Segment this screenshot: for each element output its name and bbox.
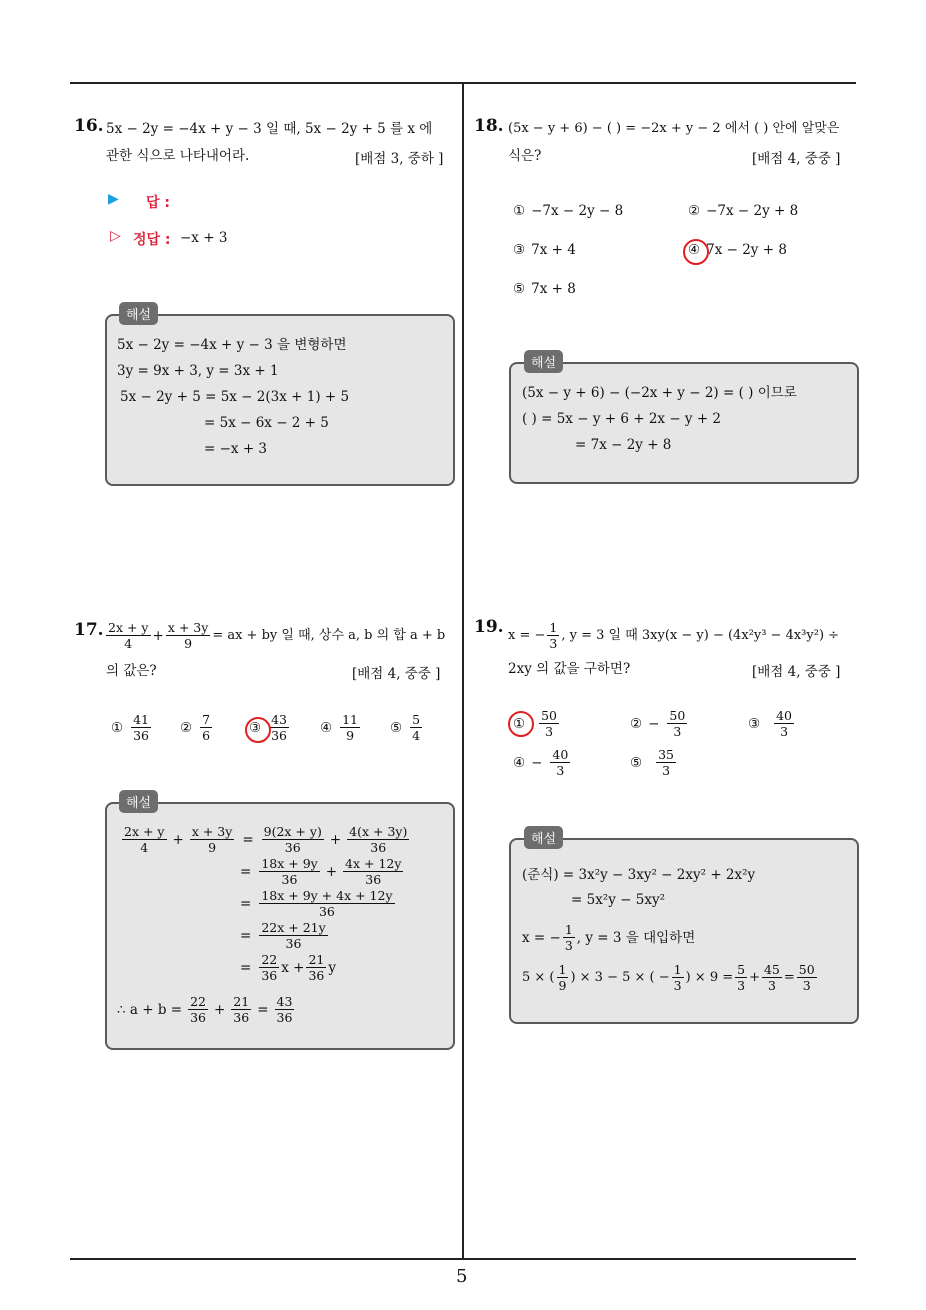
q19-sol-line1: (준식) = 3x²y − 3xy² − 2xy² + 2x²y	[522, 867, 756, 883]
q18-selected-circle-icon	[683, 239, 709, 265]
fraction: $\frac{x + 3y}{9}$	[167, 620, 209, 651]
q16-sol-line: 5x − 2y = −4x + y − 3 을 변형하면	[117, 337, 347, 353]
q18-sol-line: ( ) = 5x − y + 6 + 2x − y + 2	[522, 411, 722, 427]
q17-choice-2[interactable]	[180, 712, 214, 743]
q17-sol-line5: = $\frac{22}{36}$ x + $\frac{21}{36}$ y	[240, 952, 336, 983]
q17-choice-4[interactable]	[320, 712, 362, 743]
q16-line2: 관한 식으로 나타내어라.	[106, 148, 250, 164]
q18-number: 18.	[474, 116, 504, 136]
choice-mark: ④	[320, 719, 333, 736]
q16-number: 16.	[74, 116, 104, 136]
fraction: $\frac{5}{4}$	[412, 712, 421, 743]
choice-mark: ④	[513, 754, 526, 771]
q17-sol-line6: ∴ a + b = $\frac{22}{36}$ + $\frac{21}{36}$ = $\frac{43}{36}$	[117, 994, 293, 1025]
q18-line2: 식은?	[508, 148, 542, 164]
choice-mark: ⑤	[513, 281, 526, 297]
choice-mark: ②	[180, 719, 193, 736]
choice-mark: ③	[249, 719, 262, 736]
choice-mark: ②	[630, 715, 643, 732]
q17-choice-5[interactable]	[390, 712, 424, 743]
q18-score: [배점 4, 중중 ]	[752, 151, 841, 167]
q17-sol-line1: $\frac{2x + y}{4}$ + $\frac{x + 3y}{9}$ = $\frac{9(2x + y)}{36}$ + $\frac{4(x + 3y)}{36}$	[124, 824, 408, 855]
q18-sol-line: (5x − y + 6) − (−2x + y − 2) = ( ) 이므로	[522, 385, 797, 401]
choice-text: 7x + 8	[531, 281, 576, 297]
q19-line2: 2xy 의 값을 구하면?	[508, 661, 631, 677]
q19-choice-1[interactable]: ① $\frac{50}{3}$	[513, 708, 558, 739]
fraction: $\frac{11}{9}$	[342, 712, 359, 743]
q17-selected-circle-icon	[245, 717, 271, 743]
q16-correct-label: 정답 :	[133, 232, 171, 248]
q16-answer-label: 답 :	[146, 195, 170, 211]
choice-mark: ③	[748, 715, 761, 732]
q19-score: [배점 4, 중중 ]	[752, 664, 841, 680]
q19-solution-tag: 해설	[524, 826, 563, 849]
choice-text: 7x + 4	[531, 242, 576, 258]
q16-sol-line: 5x − 2y + 5 = 5x − 2(3x + 1) + 5	[120, 389, 350, 405]
q18-solution-tag: 해설	[524, 350, 563, 373]
q19-number: 19.	[474, 617, 504, 637]
choice-mark: ①	[513, 715, 526, 732]
q19-choice-2[interactable]: ② − $\frac{50}{3}$	[630, 708, 686, 739]
q17-choice-1[interactable]	[111, 712, 153, 743]
q19-choice-4[interactable]: ④ − $\frac{40}{3}$	[513, 747, 569, 778]
q18-choice-1[interactable]	[513, 203, 623, 219]
choice-text: −7x − 2y − 8	[531, 203, 624, 219]
choice-text: −7x − 2y + 8	[706, 203, 799, 219]
choice-mark: ①	[111, 719, 124, 736]
q18-choice-3[interactable]	[513, 242, 576, 258]
choice-mark: ③	[513, 242, 526, 258]
q18-sol-line: = 7x − 2y + 8	[575, 437, 672, 453]
q17-solution-tag: 해설	[119, 790, 158, 813]
choice-mark: ④	[688, 242, 701, 258]
page-number: 5	[456, 1266, 468, 1287]
q17-score: [배점 4, 중중 ]	[352, 666, 441, 682]
choice-mark: ⑤	[390, 719, 403, 736]
column-divider	[462, 82, 464, 1260]
q16-sol-line: = −x + 3	[204, 441, 268, 457]
choice-mark: ②	[688, 203, 701, 219]
q16-sol-line: 3y = 9x + 3, y = 3x + 1	[117, 363, 279, 379]
q19-selected-circle-icon	[508, 711, 534, 737]
fraction: $\frac{43}{36}$	[271, 712, 288, 743]
choice-mark: ⑤	[630, 754, 643, 771]
q18-choice-2[interactable]	[688, 203, 798, 219]
q17-line2: 의 값은?	[106, 663, 157, 679]
q17-sol-line3: = $\frac{18x + 9y + 4x + 12y}{36}$	[240, 888, 393, 919]
q19-line1: x = − $\frac{1}{3}$ , y = 3 일 때 3xy(x − y) − (4x²y³ − 4x³y²) ÷	[508, 620, 840, 651]
q18-line1: (5x − y + 6) − ( ) = −2x + y − 2 에서 ( ) 안에 알맞은	[508, 121, 840, 136]
q19-sol-line4: 5 × ( $\frac{1}{9}$ ) × 3 − 5 × ( − $\frac{1}{3}$ ) × 9 = $\frac{5}{3}$ + $\frac{45}{3}$ = $\frac{50}{3}$	[522, 962, 815, 993]
q16-solution-tag: 해설	[119, 302, 158, 325]
q16-line1: 5x − 2y = −4x + y − 3 일 때, 5x − 2y + 5 를 x 에	[106, 121, 433, 137]
fraction: $\frac{2x + y}{4}$	[108, 620, 149, 651]
q17-number: 17.	[74, 620, 104, 640]
q17-line1: $\frac{2x + y}{4}$ + $\frac{x + 3y}{9}$ = ax + by 일 때, 상수 a, b 의 합 a + b	[108, 620, 446, 651]
q18-choice-5[interactable]	[513, 281, 576, 297]
q19-sol-line3: x = − $\frac{1}{3}$ , y = 3 을 대입하면	[522, 922, 696, 953]
answer-arrow-icon: ▶	[108, 191, 119, 207]
bottom-rule	[70, 1258, 856, 1260]
q16-correct-value: −x + 3	[180, 230, 228, 246]
q19-choice-3[interactable]: ③ $\frac{40}{3}$	[748, 708, 793, 739]
q19-choice-5[interactable]: ⑤ $\frac{35}{3}$	[630, 747, 675, 778]
choice-mark: ①	[513, 203, 526, 219]
q17-sol-line2: = $\frac{18x + 9y}{36}$ + $\frac{4x + 12y}{36}$	[240, 856, 402, 887]
q17-sol-line4: = $\frac{22x + 21y}{36}$	[240, 920, 326, 951]
q16-sol-line: = 5x − 6x − 2 + 5	[204, 415, 329, 431]
correct-arrow-icon: ▷	[110, 228, 121, 244]
q19-sol-line2: = 5x²y − 5xy²	[571, 892, 665, 908]
q16-score: [배점 3, 중하 ]	[355, 151, 444, 167]
choice-text: 7x − 2y + 8	[706, 242, 787, 258]
fraction: $\frac{7}{6}$	[202, 712, 211, 743]
fraction: $\frac{41}{36}$	[133, 712, 150, 743]
